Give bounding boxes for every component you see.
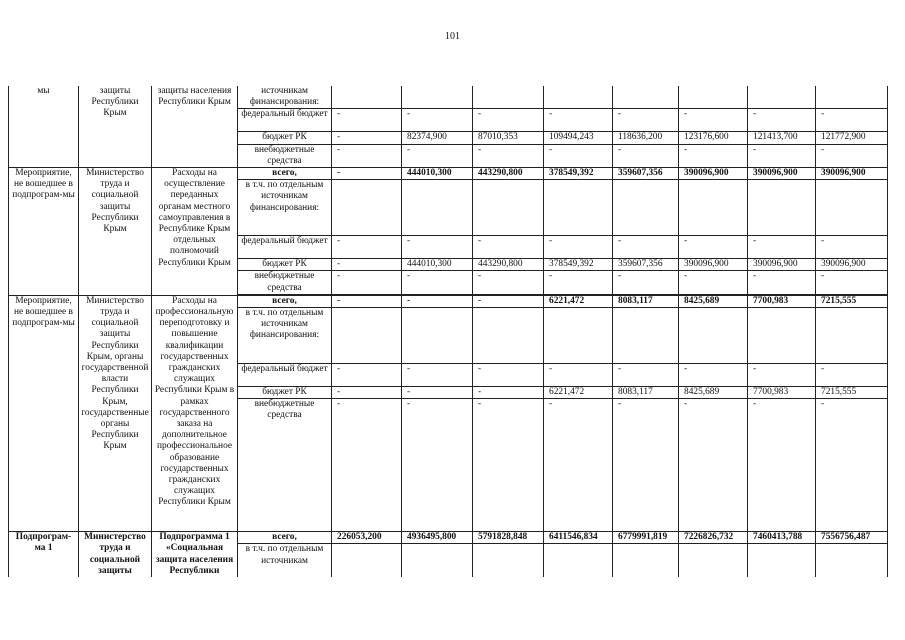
table-cell: - (748, 399, 816, 532)
cell-source-label: бюджет РК (238, 387, 332, 399)
cell-name: Расходы на осуществление переданных органам местного самоуправления в Республике Крым отдельных полномочий Республики Крым (152, 168, 238, 296)
table-cell: 390096,900 (816, 168, 888, 180)
table-cell (816, 86, 888, 109)
table-cell (748, 308, 816, 364)
table-cell: 5791828,848 (473, 532, 544, 544)
table-cell: 444010,300 (402, 168, 473, 180)
table-cell: - (679, 144, 748, 167)
table-cell: 109494,243 (544, 132, 613, 144)
table-cell: 7215,555 (816, 387, 888, 399)
cell-executor: защиты Республики Крым (79, 86, 152, 168)
table-cell: 8083,117 (613, 295, 679, 307)
table-cell: - (332, 236, 402, 259)
table-cell: - (402, 295, 473, 307)
budget-table (8, 86, 888, 577)
table-cell: - (748, 236, 816, 259)
table-cell: - (332, 132, 402, 144)
cell-source-label: в т.ч. по отдельным источникам финансирования: (238, 180, 332, 236)
table-cell (473, 86, 544, 109)
table-cell: 82374,900 (402, 132, 473, 144)
table-cell: - (679, 364, 748, 387)
table-cell: - (473, 364, 544, 387)
table-cell: - (473, 387, 544, 399)
table-cell: 8425,689 (679, 387, 748, 399)
table-cell (544, 86, 613, 109)
cell-source-label: в т.ч. по отдельным источникам (238, 544, 332, 578)
table-cell: - (748, 271, 816, 294)
table-cell: - (816, 109, 888, 132)
table-cell (402, 544, 473, 578)
table-cell: 7556756,487 (816, 532, 888, 544)
table-cell: 390096,900 (748, 259, 816, 271)
table-cell (816, 544, 888, 578)
table-cell: 6779991,819 (613, 532, 679, 544)
table-cell: - (402, 364, 473, 387)
table-cell: 359607,356 (613, 168, 679, 180)
table-cell: 6221,472 (544, 387, 613, 399)
table-row (9, 532, 888, 544)
table-cell: 123176,600 (679, 132, 748, 144)
table-cell: - (402, 271, 473, 294)
cell-status: мы (9, 86, 79, 168)
table-cell (613, 180, 679, 236)
table-cell (679, 180, 748, 236)
table-row (9, 168, 888, 180)
table-cell: - (544, 364, 613, 387)
table-cell: - (544, 399, 613, 532)
table-cell (679, 308, 748, 364)
table-cell: 7700,983 (748, 295, 816, 307)
cell-status: Подпрограм-ма 1 (9, 532, 79, 578)
table-cell: 6411546,834 (544, 532, 613, 544)
table-cell (544, 544, 613, 578)
table-cell (748, 86, 816, 109)
table-cell: 6221,472 (544, 295, 613, 307)
table-cell: - (816, 236, 888, 259)
cell-status: Мероприятие, не вошедшее в подпрограм-мы (9, 295, 79, 531)
table-cell: 121413,700 (748, 132, 816, 144)
table-cell (332, 544, 402, 578)
table-cell (332, 180, 402, 236)
table-cell (332, 86, 402, 109)
table-cell (816, 180, 888, 236)
table-cell: - (332, 109, 402, 132)
table-cell (816, 308, 888, 364)
table-cell: - (473, 109, 544, 132)
table-cell: 87010,353 (473, 132, 544, 144)
table-cell: - (816, 271, 888, 294)
table-cell: - (402, 387, 473, 399)
table-cell: - (544, 271, 613, 294)
table-cell (613, 544, 679, 578)
cell-source-label: внебюджетные средства (238, 144, 332, 167)
cell-executor: Министерство труда и социальной защиты Республики Крым (79, 168, 152, 296)
table-cell: - (332, 271, 402, 294)
cell-executor: Министерство труда и социальной защиты (79, 532, 152, 578)
table-cell: 390096,900 (816, 259, 888, 271)
table-cell (613, 308, 679, 364)
table-cell (748, 180, 816, 236)
table-cell: 7700,983 (748, 387, 816, 399)
table-cell: - (473, 399, 544, 532)
table-cell: 390096,900 (679, 259, 748, 271)
cell-name: Подпрограмма 1 «Социальная защита населения Республики (152, 532, 238, 578)
table-cell (332, 308, 402, 364)
table-cell: - (679, 271, 748, 294)
table-cell: - (473, 144, 544, 167)
table-cell: 443290,800 (473, 259, 544, 271)
table-cell: - (332, 387, 402, 399)
table-cell: 378549,392 (544, 168, 613, 180)
cell-source-label: федеральный бюджет (238, 236, 332, 259)
table-cell: 7460413,788 (748, 532, 816, 544)
table-cell: 4936495,800 (402, 532, 473, 544)
cell-source-label: федеральный бюджет (238, 364, 332, 387)
table-cell: 121772,900 (816, 132, 888, 144)
cell-name: защиты населения Республики Крым (152, 86, 238, 168)
cell-source-label: федеральный бюджет (238, 109, 332, 132)
table-cell (679, 544, 748, 578)
table-cell: - (613, 364, 679, 387)
table-cell: 359607,356 (613, 259, 679, 271)
table-cell: - (679, 236, 748, 259)
table-cell: - (402, 144, 473, 167)
cell-source-label: бюджет РК (238, 132, 332, 144)
table-cell: 378549,392 (544, 259, 613, 271)
table-cell: - (613, 144, 679, 167)
table-cell: 7226826,732 (679, 532, 748, 544)
table-cell: - (613, 109, 679, 132)
table-cell: - (402, 399, 473, 532)
table-cell: - (332, 399, 402, 532)
table-cell: 226053,200 (332, 532, 402, 544)
cell-source-label: бюджет РК (238, 259, 332, 271)
table-cell (613, 86, 679, 109)
cell-executor: Министерство труда и социальной защиты Республики Крым, органы государственной власти Республики Крым, государственные органы Республики Крым (79, 295, 152, 531)
table-cell (473, 180, 544, 236)
table-cell (679, 86, 748, 109)
table-cell: - (748, 144, 816, 167)
cell-status: Мероприятие, не вошедшее в подпрограм-мы (9, 168, 79, 296)
cell-source-label: всего, (238, 168, 332, 180)
table-cell (544, 308, 613, 364)
cell-source-label: всего, (238, 532, 332, 544)
table-row (9, 86, 888, 109)
cell-source-label: всего, (238, 295, 332, 307)
table-cell: - (748, 109, 816, 132)
table-cell: - (816, 399, 888, 532)
table-cell: - (544, 144, 613, 167)
table-cell (402, 86, 473, 109)
table-cell: - (332, 168, 402, 180)
table-cell: - (613, 399, 679, 532)
table-cell: 8425,689 (679, 295, 748, 307)
table-cell: - (332, 295, 402, 307)
cell-source-label: внебюджетные средства (238, 399, 332, 532)
table-cell: 118636,200 (613, 132, 679, 144)
table-row (9, 295, 888, 307)
cell-source-label: в т.ч. по отдельным источникам финансирования: (238, 308, 332, 364)
table-cell (402, 308, 473, 364)
table-cell: - (473, 271, 544, 294)
table-cell (473, 544, 544, 578)
table-cell: 7215,555 (816, 295, 888, 307)
table-cell (748, 544, 816, 578)
table-cell: - (544, 236, 613, 259)
table-cell: 390096,900 (679, 168, 748, 180)
table-cell: 444010,300 (402, 259, 473, 271)
cell-name: Расходы на профессиональную переподготовку и повышение квалификации государственных гражданских служащих Республики Крым в рамках государственного заказа на дополнительное профессиональное образование государственных гражданских служащих Республики Крым (152, 295, 238, 531)
table-cell: 443290,800 (473, 168, 544, 180)
table-cell: - (402, 236, 473, 259)
table-cell: - (473, 236, 544, 259)
table-cell: - (613, 236, 679, 259)
table-cell (402, 180, 473, 236)
table-cell: - (816, 144, 888, 167)
table-cell: - (473, 295, 544, 307)
table-cell: - (816, 364, 888, 387)
table-cell: - (613, 271, 679, 294)
table-cell: - (679, 109, 748, 132)
table-cell: - (544, 109, 613, 132)
table-cell: - (748, 364, 816, 387)
page-number: 101 (445, 31, 460, 42)
table-cell (544, 180, 613, 236)
table-cell: - (332, 364, 402, 387)
table-cell: - (332, 144, 402, 167)
table-cell: 8083,117 (613, 387, 679, 399)
cell-source-label: источникам финансирования: (238, 86, 332, 109)
cell-source-label: внебюджетные средства (238, 271, 332, 294)
table-cell (473, 308, 544, 364)
table-cell: - (679, 399, 748, 532)
table-cell: - (402, 109, 473, 132)
table-cell: 390096,900 (748, 168, 816, 180)
table-cell: - (332, 259, 402, 271)
